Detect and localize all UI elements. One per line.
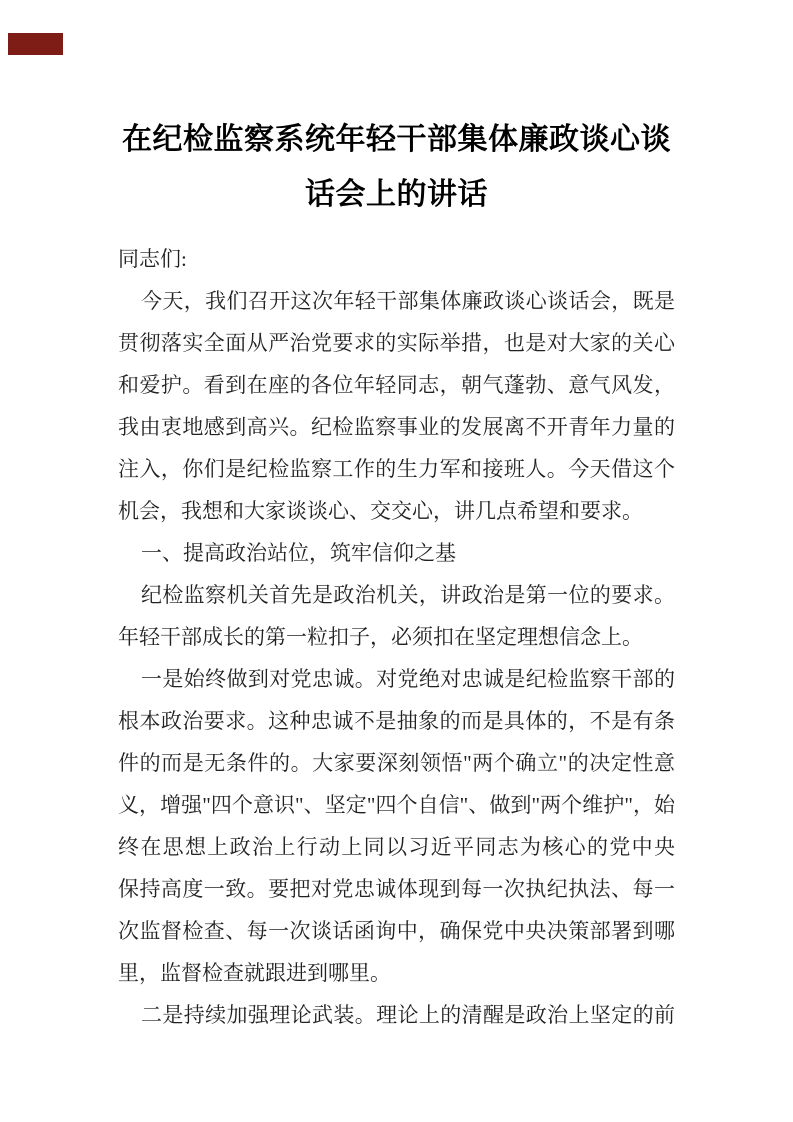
paragraph-line: 贯彻落实全面从严治党要求的实际举措，也是对大家的关心 bbox=[118, 331, 675, 355]
paragraph-line: 里，监督检查就跟进到哪里。 bbox=[118, 961, 391, 985]
paragraph-line: 我由衷地感到高兴。纪检监察事业的发展离不开青年力量的 bbox=[118, 415, 675, 439]
document-body bbox=[118, 238, 675, 1036]
paragraph-line: 纪检监察机关首先是政治机关，讲政治是第一位的要求。 bbox=[141, 583, 675, 607]
paragraph-line: 年轻干部成长的第一粒扣子，必须扣在坚定理想信念上。 bbox=[118, 625, 643, 649]
document-title-line-2: 话会上的讲话 bbox=[305, 178, 488, 211]
paragraph-line: 机会，我想和大家谈谈心、交交心，讲几点希望和要求。 bbox=[118, 499, 643, 523]
salutation-line: 同志们: bbox=[118, 247, 187, 271]
document-title bbox=[118, 112, 675, 222]
document-title-line-1: 在纪检监察系统年轻干部集体廉政谈心谈 bbox=[122, 123, 671, 156]
paragraph-line: 义，增强"四个意识"、坚定"四个自信"、做到"两个维护"，始 bbox=[118, 793, 675, 817]
paragraph-line: 一是始终做到对党忠诚。对党绝对忠诚是纪检监察干部的 bbox=[141, 667, 675, 691]
paragraph-line: 根本政治要求。这种忠诚不是抽象的而是具体的，不是有条 bbox=[118, 709, 675, 733]
paragraph-line: 二是持续加强理论武装。理论上的清醒是政治上坚定的前 bbox=[141, 1003, 675, 1027]
paragraph-line: 今天，我们召开这次年轻干部集体廉政谈心谈话会，既是 bbox=[141, 289, 675, 313]
paragraph-line: 注入，你们是纪检监察工作的生力军和接班人。今天借这个 bbox=[118, 457, 675, 481]
section-heading-line: 一、提高政治站位，筑牢信仰之基 bbox=[141, 541, 456, 565]
paragraph-line: 次监督检查、每一次谈话函询中，确保党中央决策部署到哪 bbox=[118, 919, 675, 943]
corner-watermark bbox=[8, 33, 63, 55]
paragraph-line: 件的而是无条件的。大家要深刻领悟"两个确立"的决定性意 bbox=[118, 751, 675, 775]
paragraph-line: 终在思想上政治上行动上同以习近平同志为核心的党中央 bbox=[118, 835, 675, 859]
paragraph-line: 保持高度一致。要把对党忠诚体现到每一次执纪执法、每一 bbox=[118, 877, 675, 901]
paragraph-line: 和爱护。看到在座的各位年轻同志，朝气蓬勃、意气风发， bbox=[118, 373, 675, 397]
